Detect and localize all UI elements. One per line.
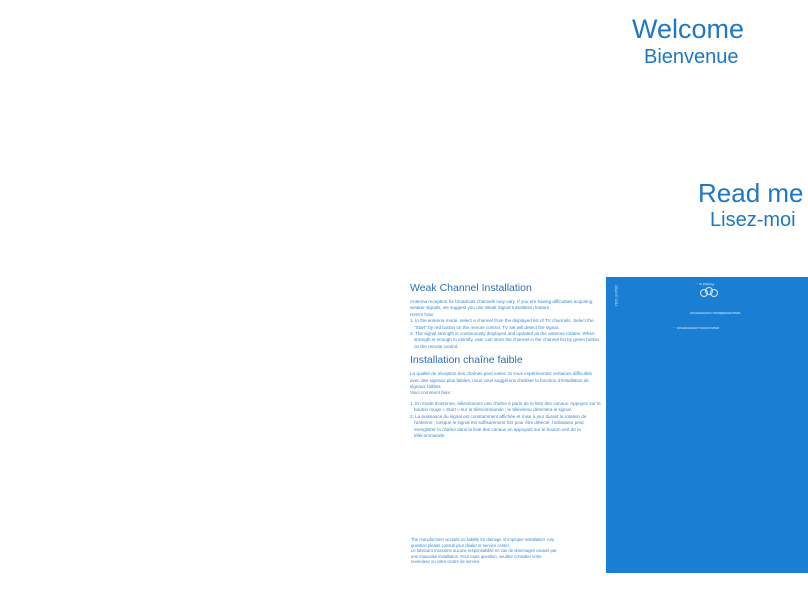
french-heading: Installation chaîne faible — [410, 354, 523, 367]
english-intro: Antenna reception for broadcast channels may vary. If you are having difficulties acquiring weaker signals, we suggest you use Weak Signal Installation feature. — [410, 299, 593, 311]
panel-line-2: www.xxxxxx.com/reservoir ... — [673, 326, 720, 330]
welcome-title: Welcome — [632, 14, 745, 44]
instructions-block — [410, 282, 602, 439]
disclaimer — [411, 537, 561, 565]
lisez-moi-title: Lisez-moi — [710, 209, 796, 231]
bienvenue-title: Bienvenue — [644, 46, 739, 68]
french-voici: Voici comment faire : — [410, 390, 453, 396]
recycle-icon — [696, 286, 722, 300]
french-step-2: 2. La puissance du signal est constamment affichée et mise à jour durant la rotation de l'antenne ; lorsque le signal est suffisamment fort pour être détecté, l'utilisateur peut enregistrer la chaîne dans la liste des canaux en appuyant sur le bouton vert de la télécommande. — [410, 413, 587, 438]
english-step-2: 2. The signal strength is continuously displayed and updated as the antenna rotates. When strength is enough to identify, user can store the channel in the channel list by green button on the remote control. — [410, 331, 600, 349]
back-cover-panel — [606, 277, 808, 573]
disclaimer-fr: Le fabricant n'assume aucune responsabilité en cas de dommages causés par une mauvaise installation. Pour toute question, veuillez consulter votre revendeur ou votre centre de service. — [411, 548, 557, 565]
french-intro: La qualité de réception des chaînes peut varier. Si vous expérimentez certaines difficultés avec des signaux plus faibles, nous vous suggérons d'utiliser la fonction d'installation de signaux faibles. — [410, 371, 592, 390]
brand-small-text: Printed in ... — [695, 282, 715, 286]
panel-line-1: www.newsflavour.com/reservoir — [690, 311, 741, 315]
read-me-title: Read me — [698, 178, 804, 208]
spine-code: 2010 07 1012 — [614, 285, 618, 307]
disclaimer-en: The manufacturer accepts no liability for damage of improper installation. Any question please consult your dealer or service center. — [411, 537, 555, 548]
english-heading: Weak Channel Installation — [410, 282, 532, 294]
english-heres-how: Here's how: — [410, 311, 435, 317]
english-step-1: 1. In the antenna mode, select a channel from the displayed list of TV channels. Select the "Start" by red button on the remote control. TV set will detect the signal. — [410, 318, 594, 330]
french-step-1: 1. En mode d'antenne, sélectionnez une chaîne à partir de la liste des canaux. Appuyez sur le bouton rouge « Start » sur la télécommande ; le téléviseur détectera le signal. — [410, 400, 601, 413]
